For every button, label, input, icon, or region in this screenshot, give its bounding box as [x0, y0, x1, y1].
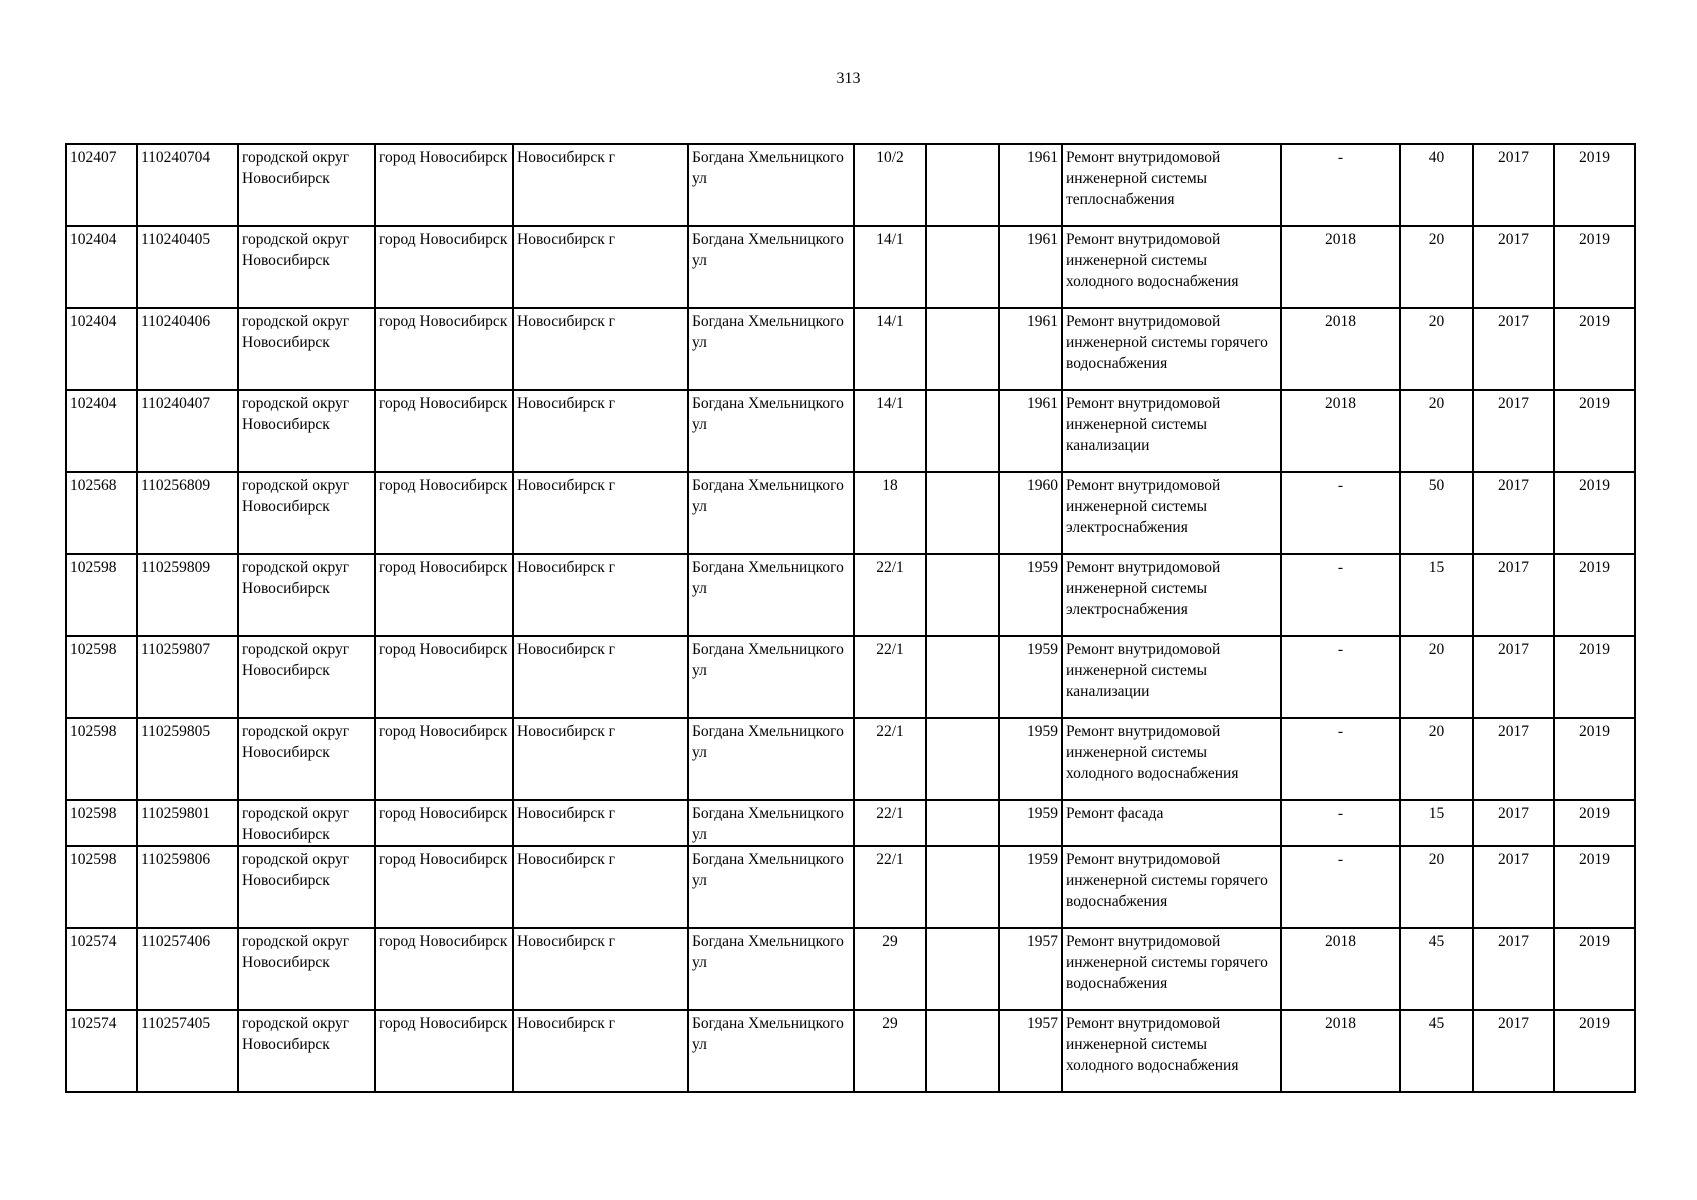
locality-cell: Новосибирск г — [513, 390, 688, 472]
period-end-cell: 2019 — [1554, 1010, 1635, 1092]
building-cell — [926, 390, 999, 472]
house-id-cell: 102404 — [66, 226, 137, 308]
last-repair-year-cell: 2018 — [1281, 928, 1400, 1010]
period-start-cell: 2017 — [1473, 144, 1554, 226]
year-built-cell: 1961 — [999, 390, 1062, 472]
period-end-cell: 2019 — [1554, 636, 1635, 718]
street-cell: Богдана Хмельницкого ул — [688, 928, 854, 1010]
street-cell: Богдана Хмельницкого ул — [688, 144, 854, 226]
street-cell: Богдана Хмельницкого ул — [688, 800, 854, 846]
settlement-cell: город Новосибирск — [375, 554, 513, 636]
house-id-cell: 102574 — [66, 1010, 137, 1092]
year-built-cell: 1959 — [999, 800, 1062, 846]
period-start-cell: 2017 — [1473, 390, 1554, 472]
settlement-cell: город Новосибирск — [375, 472, 513, 554]
municipality-cell: городской округ Новосибирск — [238, 472, 375, 554]
wear-percent-cell: 20 — [1400, 636, 1473, 718]
street-cell: Богдана Хмельницкого ул — [688, 554, 854, 636]
work-code-cell: 110259805 — [137, 718, 238, 800]
building-cell — [926, 846, 999, 928]
building-cell — [926, 308, 999, 390]
year-built-cell: 1959 — [999, 554, 1062, 636]
house-id-cell: 102598 — [66, 718, 137, 800]
table-row — [66, 636, 1635, 718]
building-cell — [926, 800, 999, 846]
last-repair-year-cell: 2018 — [1281, 1010, 1400, 1092]
work-code-cell: 110240407 — [137, 390, 238, 472]
table-body — [66, 144, 1635, 1092]
locality-cell: Новосибирск г — [513, 472, 688, 554]
period-end-cell: 2019 — [1554, 718, 1635, 800]
work-type-cell: Ремонт внутридомовой инженерной системы холодного водоснабжения — [1062, 718, 1281, 800]
house-id-cell: 102404 — [66, 308, 137, 390]
year-built-cell: 1961 — [999, 144, 1062, 226]
street-cell: Богдана Хмельницкого ул — [688, 718, 854, 800]
building-cell — [926, 1010, 999, 1092]
last-repair-year-cell: 2018 — [1281, 308, 1400, 390]
house-number-cell: 29 — [854, 928, 926, 1010]
house-id-cell: 102598 — [66, 636, 137, 718]
locality-cell: Новосибирск г — [513, 718, 688, 800]
table-row — [66, 144, 1635, 226]
municipality-cell: городской округ Новосибирск — [238, 308, 375, 390]
house-number-cell: 22/1 — [854, 800, 926, 846]
wear-percent-cell: 20 — [1400, 718, 1473, 800]
building-cell — [926, 472, 999, 554]
period-end-cell: 2019 — [1554, 144, 1635, 226]
house-number-cell: 22/1 — [854, 846, 926, 928]
locality-cell: Новосибирск г — [513, 308, 688, 390]
settlement-cell: город Новосибирск — [375, 928, 513, 1010]
last-repair-year-cell: - — [1281, 472, 1400, 554]
table-row — [66, 554, 1635, 636]
work-type-cell: Ремонт внутридомовой инженерной системы канализации — [1062, 636, 1281, 718]
locality-cell: Новосибирск г — [513, 144, 688, 226]
period-start-cell: 2017 — [1473, 800, 1554, 846]
work-type-cell: Ремонт фасада — [1062, 800, 1281, 846]
last-repair-year-cell: - — [1281, 800, 1400, 846]
last-repair-year-cell: 2018 — [1281, 390, 1400, 472]
street-cell: Богдана Хмельницкого ул — [688, 390, 854, 472]
period-start-cell: 2017 — [1473, 226, 1554, 308]
wear-percent-cell: 45 — [1400, 928, 1473, 1010]
table-row — [66, 390, 1635, 472]
wear-percent-cell: 15 — [1400, 554, 1473, 636]
building-cell — [926, 718, 999, 800]
settlement-cell: город Новосибирск — [375, 846, 513, 928]
settlement-cell: город Новосибирск — [375, 390, 513, 472]
settlement-cell: город Новосибирск — [375, 308, 513, 390]
work-type-cell: Ремонт внутридомовой инженерной системы теплоснабжения — [1062, 144, 1281, 226]
house-number-cell: 22/1 — [854, 554, 926, 636]
period-start-cell: 2017 — [1473, 636, 1554, 718]
house-id-cell: 102598 — [66, 554, 137, 636]
locality-cell: Новосибирск г — [513, 1010, 688, 1092]
street-cell: Богдана Хмельницкого ул — [688, 1010, 854, 1092]
work-code-cell: 110256809 — [137, 472, 238, 554]
work-code-cell: 110259806 — [137, 846, 238, 928]
table-row — [66, 1010, 1635, 1092]
table-row — [66, 800, 1635, 846]
work-type-cell: Ремонт внутридомовой инженерной системы горячего водоснабжения — [1062, 928, 1281, 1010]
table-row — [66, 308, 1635, 390]
work-code-cell: 110240406 — [137, 308, 238, 390]
wear-percent-cell: 15 — [1400, 800, 1473, 846]
period-end-cell: 2019 — [1554, 800, 1635, 846]
house-id-cell: 102598 — [66, 846, 137, 928]
street-cell: Богдана Хмельницкого ул — [688, 308, 854, 390]
period-end-cell: 2019 — [1554, 846, 1635, 928]
work-type-cell: Ремонт внутридомовой инженерной системы горячего водоснабжения — [1062, 308, 1281, 390]
street-cell: Богдана Хмельницкого ул — [688, 472, 854, 554]
work-code-cell: 110257406 — [137, 928, 238, 1010]
year-built-cell: 1959 — [999, 846, 1062, 928]
period-start-cell: 2017 — [1473, 308, 1554, 390]
house-id-cell: 102568 — [66, 472, 137, 554]
street-cell: Богдана Хмельницкого ул — [688, 226, 854, 308]
municipality-cell: городской округ Новосибирск — [238, 928, 375, 1010]
work-type-cell: Ремонт внутридомовой инженерной системы электроснабжения — [1062, 554, 1281, 636]
settlement-cell: город Новосибирск — [375, 800, 513, 846]
locality-cell: Новосибирск г — [513, 226, 688, 308]
last-repair-year-cell: - — [1281, 554, 1400, 636]
locality-cell: Новосибирск г — [513, 846, 688, 928]
table-row — [66, 846, 1635, 928]
house-number-cell: 10/2 — [854, 144, 926, 226]
work-code-cell: 110240405 — [137, 226, 238, 308]
period-end-cell: 2019 — [1554, 554, 1635, 636]
period-start-cell: 2017 — [1473, 1010, 1554, 1092]
period-start-cell: 2017 — [1473, 472, 1554, 554]
building-cell — [926, 144, 999, 226]
house-number-cell: 14/1 — [854, 308, 926, 390]
year-built-cell: 1961 — [999, 308, 1062, 390]
building-cell — [926, 928, 999, 1010]
year-built-cell: 1957 — [999, 928, 1062, 1010]
building-cell — [926, 554, 999, 636]
period-end-cell: 2019 — [1554, 308, 1635, 390]
work-type-cell: Ремонт внутридомовой инженерной системы канализации — [1062, 390, 1281, 472]
repair-registry-table — [65, 143, 1636, 1093]
wear-percent-cell: 50 — [1400, 472, 1473, 554]
wear-percent-cell: 45 — [1400, 1010, 1473, 1092]
period-start-cell: 2017 — [1473, 928, 1554, 1010]
settlement-cell: город Новосибирск — [375, 144, 513, 226]
period-end-cell: 2019 — [1554, 226, 1635, 308]
building-cell — [926, 226, 999, 308]
last-repair-year-cell: - — [1281, 636, 1400, 718]
settlement-cell: город Новосибирск — [375, 636, 513, 718]
work-code-cell: 110257405 — [137, 1010, 238, 1092]
wear-percent-cell: 40 — [1400, 144, 1473, 226]
work-type-cell: Ремонт внутридомовой инженерной системы электроснабжения — [1062, 472, 1281, 554]
table-row — [66, 718, 1635, 800]
house-number-cell: 18 — [854, 472, 926, 554]
work-type-cell: Ремонт внутридомовой инженерной системы холодного водоснабжения — [1062, 1010, 1281, 1092]
locality-cell: Новосибирск г — [513, 800, 688, 846]
work-code-cell: 110259807 — [137, 636, 238, 718]
year-built-cell: 1959 — [999, 636, 1062, 718]
locality-cell: Новосибирск г — [513, 928, 688, 1010]
table-row — [66, 472, 1635, 554]
table-row — [66, 226, 1635, 308]
municipality-cell: городской округ Новосибирск — [238, 846, 375, 928]
locality-cell: Новосибирск г — [513, 636, 688, 718]
building-cell — [926, 636, 999, 718]
house-id-cell: 102574 — [66, 928, 137, 1010]
municipality-cell: городской округ Новосибирск — [238, 554, 375, 636]
house-id-cell: 102404 — [66, 390, 137, 472]
municipality-cell: городской округ Новосибирск — [238, 800, 375, 846]
table-row — [66, 928, 1635, 1010]
year-built-cell: 1957 — [999, 1010, 1062, 1092]
wear-percent-cell: 20 — [1400, 846, 1473, 928]
house-number-cell: 22/1 — [854, 718, 926, 800]
page-number: 313 — [836, 70, 861, 87]
municipality-cell: городской округ Новосибирск — [238, 718, 375, 800]
municipality-cell: городской округ Новосибирск — [238, 226, 375, 308]
period-start-cell: 2017 — [1473, 846, 1554, 928]
work-type-cell: Ремонт внутридомовой инженерной системы холодного водоснабжения — [1062, 226, 1281, 308]
house-number-cell: 14/1 — [854, 390, 926, 472]
municipality-cell: городской округ Новосибирск — [238, 144, 375, 226]
municipality-cell: городской округ Новосибирск — [238, 1010, 375, 1092]
street-cell: Богдана Хмельницкого ул — [688, 636, 854, 718]
settlement-cell: город Новосибирск — [375, 1010, 513, 1092]
wear-percent-cell: 20 — [1400, 308, 1473, 390]
period-end-cell: 2019 — [1554, 928, 1635, 1010]
municipality-cell: городской округ Новосибирск — [238, 636, 375, 718]
house-number-cell: 22/1 — [854, 636, 926, 718]
wear-percent-cell: 20 — [1400, 390, 1473, 472]
period-end-cell: 2019 — [1554, 390, 1635, 472]
period-start-cell: 2017 — [1473, 554, 1554, 636]
year-built-cell: 1960 — [999, 472, 1062, 554]
house-id-cell: 102407 — [66, 144, 137, 226]
last-repair-year-cell: - — [1281, 144, 1400, 226]
street-cell: Богдана Хмельницкого ул — [688, 846, 854, 928]
house-number-cell: 29 — [854, 1010, 926, 1092]
work-type-cell: Ремонт внутридомовой инженерной системы горячего водоснабжения — [1062, 846, 1281, 928]
municipality-cell: городской округ Новосибирск — [238, 390, 375, 472]
last-repair-year-cell: - — [1281, 846, 1400, 928]
work-code-cell: 110259809 — [137, 554, 238, 636]
house-number-cell: 14/1 — [854, 226, 926, 308]
settlement-cell: город Новосибирск — [375, 718, 513, 800]
work-code-cell: 110259801 — [137, 800, 238, 846]
settlement-cell: город Новосибирск — [375, 226, 513, 308]
year-built-cell: 1961 — [999, 226, 1062, 308]
last-repair-year-cell: - — [1281, 718, 1400, 800]
last-repair-year-cell: 2018 — [1281, 226, 1400, 308]
work-code-cell: 110240704 — [137, 144, 238, 226]
house-id-cell: 102598 — [66, 800, 137, 846]
period-start-cell: 2017 — [1473, 718, 1554, 800]
period-end-cell: 2019 — [1554, 472, 1635, 554]
wear-percent-cell: 20 — [1400, 226, 1473, 308]
locality-cell: Новосибирск г — [513, 554, 688, 636]
year-built-cell: 1959 — [999, 718, 1062, 800]
